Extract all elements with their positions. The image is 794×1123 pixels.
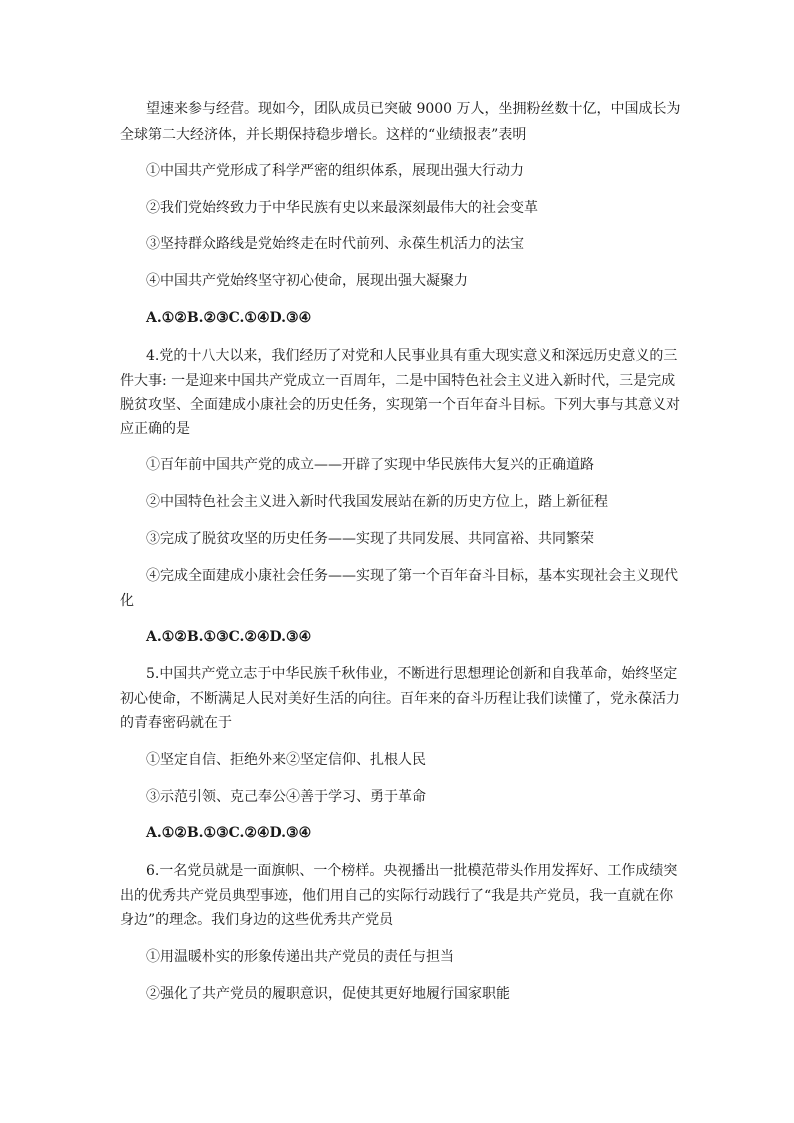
question-4-line: 应正确的是: [120, 421, 190, 437]
question-5-line: 初心使命，不断满足人民对美好生活的向往。百年来的奋斗历程让我们读懂了，党永葆活力: [120, 691, 680, 707]
question-4-line: 件大事: 一是迎来中国共产党成立一百周年，二是中国特色社会主义进入新时代，三是完成: [120, 373, 676, 389]
answer-choices: A.①②B.②③C.①④D.③④: [146, 310, 312, 326]
option-3-4: ③示范引领、克己奉公④善于学习、勇于革命: [146, 789, 426, 805]
question-6-line: 身边”的理念。我们身边的这些优秀共产党员: [120, 912, 394, 928]
answer-choices: A.①②B.①③C.②④D.③④: [146, 629, 312, 645]
option-4: ④中国共产党始终坚守初心使命，展现出强大凝聚力: [146, 273, 468, 289]
paragraph-line: 望速来参与经营。现如今，团队成员已突破 9000 万人，坐拥粉丝数十亿，中国成长为: [146, 101, 681, 117]
option-3: ③完成了脱贫攻坚的历史任务——实现了共同发展、共同富裕、共同繁荣: [146, 531, 594, 547]
option-1: ①百年前中国共产党的成立——开辟了实现中华民族伟大复兴的正确道路: [146, 457, 594, 473]
option-1-2: ①坚定自信、拒绝外来②坚定信仰、扎根人民: [146, 752, 426, 768]
option-2: ②强化了共产党员的履职意识，促使其更好地履行国家职能: [146, 986, 510, 1002]
question-6-line: 6.一名党员就是一面旗帜、一个榜样。央视播出一批模范带头作用发挥好、工作成绩突: [146, 863, 678, 879]
option-1: ①中国共产党形成了科学严密的组织体系，展现出强大行动力: [146, 163, 524, 179]
option-2: ②我们党始终致力于中华民族有史以来最深刻最伟大的社会变革: [146, 200, 538, 216]
question-5-line: 的青春密码就在于: [120, 715, 232, 731]
option-2: ②中国特色社会主义进入新时代我国发展站在新的历史方位上，踏上新征程: [146, 494, 608, 510]
option-3: ③坚持群众路线是党始终走在时代前列、永葆生机活力的法宝: [146, 236, 524, 252]
question-4-line: 脱贫攻坚、全面建成小康社会的历史任务，实现第一个百年奋斗目标。下列大事与其意义对: [120, 397, 680, 413]
option-1: ①用温暖朴实的形象传递出共产党员的责任与担当: [146, 949, 454, 965]
question-4-line: 4.党的十八大以来，我们经历了对党和人民事业具有重大现实意义和深远历史意义的三: [146, 348, 678, 364]
option-4-wrap: 化: [120, 593, 134, 609]
option-4: ④完成全面建成小康社会任务——实现了第一个百年奋斗目标，基本实现社会主义现代: [146, 568, 678, 584]
question-5-line: 5.中国共产党立志于中华民族千秋伟业，不断进行思想理论创新和自我革命，始终坚定: [146, 666, 678, 682]
question-6-line: 出的优秀共产党员典型事迹，他们用自己的实际行动践行了“我是共产党员，我一直就在你: [120, 888, 674, 904]
paragraph-line: 全球第二大经济体，并长期保持稳步增长。这样的“业绩报表”表明: [120, 127, 527, 143]
answer-choices: A.①②B.①③C.②④D.③④: [146, 825, 312, 841]
